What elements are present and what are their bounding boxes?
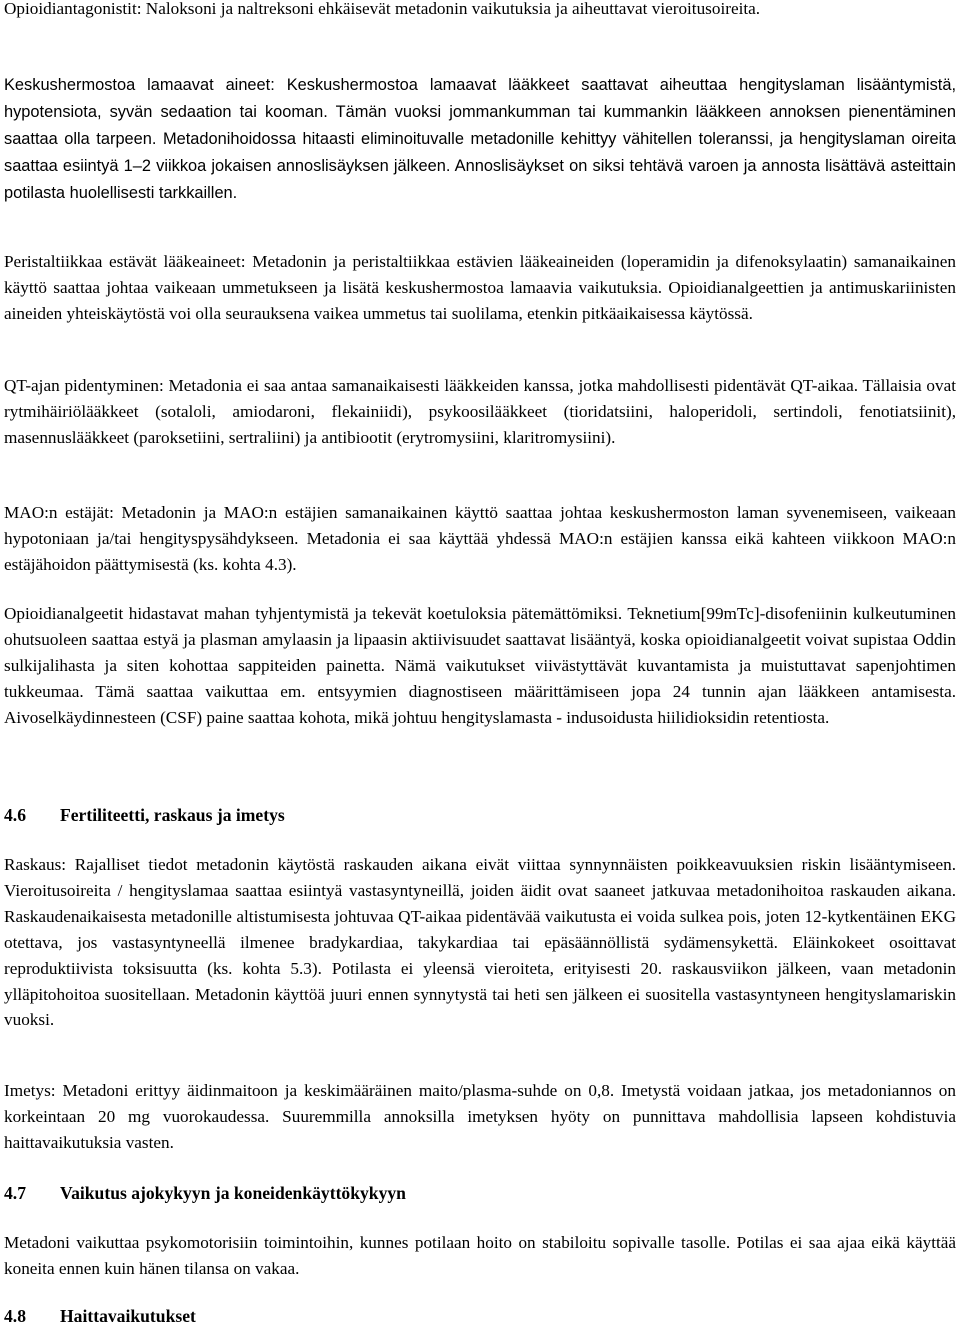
paragraph-lab-tests: Opioidianalgeetit hidastavat mahan tyhjentymistä ja tekevät koetuloksia pätemättömiksi. Teknetium[99mTc]-disofeniinin kulkeutuminen ohutsuoleen saattaa estyä ja plasman amylaasin ja lipaasin aktiivisuudet saattavat lisääntyä, koska opioidianalgeetit voivat supistaa Oddin sulkijalihasta ja siten kohottaa sappiteiden painetta. Nämä vaikutukset viivästyttävät kuvantamista ja muistuttavat sapenjohtimen tukkeumaa. Tämä saattaa vaikuttaa em. entsyymien diagnostiseen määrittämiseen jopa 24 tunnin ajan lääkkeen antamisesta. Aivoselkäydinnesteen (CSF) paine saattaa kohota, mikä johtuu hengityslamasta - indusoidusta hiilidioksidin retentiosta. [4,604,956,727]
section-heading-4-8 [4,1303,196,1329]
paragraph-lactation: Imetys: Metadoni erittyy äidinmaitoon ja keskimääräinen maito/plasma-suhde on 0,8. Imetystä voidaan jatkaa, jos metadoniannos on korkeintaan 20 mg vuorokaudessa. Suuremmilla annoksilla imetyksen hyöty on punnittava mahdollisia lapseen kohdistuvia haittavaikutuksia vasten. [4,1081,956,1152]
paragraph-peristalsis-inhibitors: Peristaltiikkaa estävät lääkeaineet: Metadonin ja peristaltiikkaa estävien lääkeaineiden (loperamidin ja difenoksylaatin) samanaikainen käyttö saattaa johtaa vaikeaan ummetukseen ja lisätä keskushermostoa lamaavia vaikutuksia. Opioidianalgeettien ja antimuskariinisten aineiden yhteiskäytöstä voi olla seurauksena vaikea ummetus tai suolilama, etenkin pitkäaikaisessa käytössä. [4,252,956,323]
section-heading-4-6 [4,802,285,828]
section-heading-4-7 [4,1180,406,1206]
paragraph-opioid-antagonists: Opioidiantagonistit: Naloksoni ja naltreksoni ehkäisevät metadonin vaikutuksia ja aiheuttavat vieroitusoireita. [4,0,761,18]
section-title: Vaikutus ajokykyyn ja koneidenkäyttökykyyn [60,1183,406,1203]
paragraph-mao-inhibitors: MAO:n estäjät: Metadonin ja MAO:n estäjien samanaikainen käyttö saattaa johtaa keskushermoston laman syvenemiseen, vaikeaan hypotoniaan ja/tai hengityspysähdykseen. Metadonia ei saa käyttää yhdessä MAO:n estäjien kanssa eikä kahteen viikkoon MAO:n estäjähoidon päättymisestä (ks. kohta 4.3). [4,503,956,574]
section-number: 4.8 [4,1306,26,1326]
paragraph-cns-depressants [4,72,956,207]
paragraph-cns-depressants-part2: Metadonihoidossa hitaasti eliminoituvalle metadonille kehittyy vähitellen toleranssi, ja hengityslaman oireita saattaa esiintyä 1–2 viikkoa jokaisen annoslisäyksen jälkeen. Annoslisäykset on siksi tehtävä varoen ja annosta lisättävä asteittain potilasta huolellisesti tarkkaillen. [4,129,956,202]
section-number: 4.7 [4,1183,26,1203]
paragraph-driving-ability: Metadoni vaikuttaa psykomotorisiin toimintoihin, kunnes potilaan hoito on stabiloitu sopivalle tasolle. Potilas ei saa ajaa eikä käyttää koneita ennen kuin hänen tilansa on vakaa. [4,1233,956,1278]
section-title: Haittavaikutukset [60,1306,196,1326]
paragraph-pregnancy: Raskaus: Rajalliset tiedot metadonin käytöstä raskauden aikana eivät viittaa synnynnäisten poikkeavuuksien riskin lisääntymiseen. Vieroitusoireita / hengityslamaa saattaa esiintyä vastasyntyneillä, joiden äidit ovat saaneet jatkuvaa metadonihoitoa raskauden aikana. Raskaudenaikaisesta metadonille altistumisesta johtuvaa QT-aikaa pidentävää vaikutusta ei voida sulkea pois, joten 12-kytkentäinen EKG otettava, jos vastasyntyneellä ilmenee bradykardiaa, takykardiaa tai epäsäännöllistä sydämensykettä. Eläinkokeet osoittavat reproduktiivista toksisuutta (ks. kohta 5.3). Potilasta ei yleensä vieroiteta, erityisesti 20. raskausviikon jälkeen, vaan metadonin ylläpitohoitoa suositellaan. Metadonin käyttöä juuri ennen synnytystä tai heti sen jälkeen ei suositella vastasyntyneen hengityslamariskin vuoksi. [4,855,956,1030]
section-title: Fertiliteetti, raskaus ja imetys [60,805,285,825]
paragraph-cns-depressants-part1: Keskushermostoa lamaavat aineet: Keskushermostoa lamaavat lääkkeet saattavat aiheuttaa hengityslaman lisääntymistä, hypotensiota, syvän sedaation tai kooman. Tämän vuoksi jommankumman tai kummankin lääkkeen annoksen pienentäminen saattaa olla tarpeen. [4,76,956,148]
paragraph-qt-prolongation: QT-ajan pidentyminen: Metadonia ei saa antaa samanaikaisesti lääkkeiden kanssa, jotka mahdollisesti pidentävät QT-aikaa. Tällaisia ovat rytmihäiriölääkkeet (sotaloli, amiodaroni, flekainiidi), psykoosilääkkeet (tioridatsiini, haloperidoli, sertindoli, fenotiatsiinit), masennuslääkkeet (paroksetiini, sertraliini) ja antibiootit (erytromysiini, klaritromysiini). [4,376,956,447]
section-number: 4.6 [4,805,26,825]
